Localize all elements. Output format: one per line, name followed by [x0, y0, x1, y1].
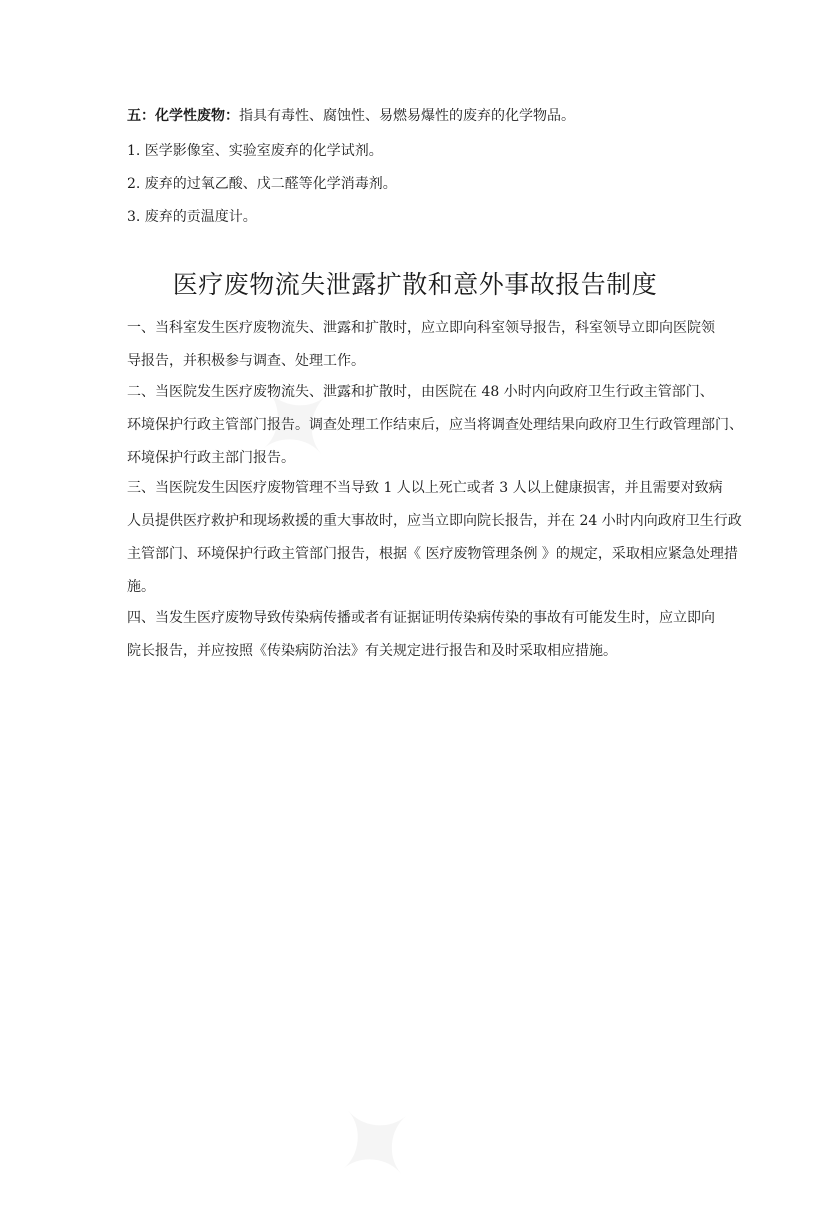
watermark	[300, 1065, 453, 1222]
paragraph-2	[127, 376, 743, 475]
list-item: 1. 医学影像室、实验室废弃的化学试剂。	[127, 143, 383, 159]
document-title: 医疗废物流失泄露扩散和意外事故报告制度	[172, 270, 658, 299]
list-item: 2. 废弃的过氧乙酸、戊二醛等化学消毒剂。	[127, 176, 397, 192]
paragraph-line: 四、当发生医疗废物导致传染病传播或者有证据证明传染病传染的事故有可能发生时，应立即向	[127, 610, 715, 626]
section-label: 五：化学性废物：	[127, 108, 239, 124]
paragraph-line: 环境保护行政主管部门报告。调查处理工作结束后，应当将调查处理结果向政府卫生行政管理部门、	[127, 417, 743, 433]
paragraph-line: 院长报告，并应按照《传染病防治法》有关规定进行报告和及时采取相应措施。	[127, 643, 617, 659]
paragraph-line: 二、当医院发生医疗废物流失、泄露和扩散时，由医院在 48 小时内向政府卫生行政主管部门、	[127, 384, 714, 400]
section-heading	[127, 106, 575, 126]
paragraph-4	[127, 602, 715, 668]
paragraph-line: 环境保护行政主部门报告。	[127, 450, 295, 466]
paragraph-line: 一、当科室发生医疗废物流失、泄露和扩散时，应立即向科室领导报告，科室领导立即向医院领	[127, 320, 715, 336]
list-item: 3. 废弃的贡温度计。	[127, 209, 257, 225]
paragraph-line: 导报告，并积极参与调查、处理工作。	[127, 353, 365, 369]
paragraph-line: 三、当医院发生因医疗废物管理不当导致 1 人以上死亡或者 3 人以上健康损害，并且需要对致病	[127, 480, 723, 496]
paragraph-3	[127, 472, 742, 604]
paragraph-1	[127, 312, 715, 378]
paragraph-line: 施。	[127, 579, 155, 595]
paragraph-line: 主管部门、环境保护行政主管部门报告，根据《 医疗废物管理条例 》的规定，采取相应紧急处理措	[127, 546, 738, 562]
section-description: 指具有毒性、腐蚀性、易燃易爆性的废弃的化学物品。	[239, 108, 575, 124]
paragraph-line: 人员提供医疗救护和现场救援的重大事故时，应当立即向院长报告，并在 24 小时内向政府卫生行政	[127, 513, 742, 529]
